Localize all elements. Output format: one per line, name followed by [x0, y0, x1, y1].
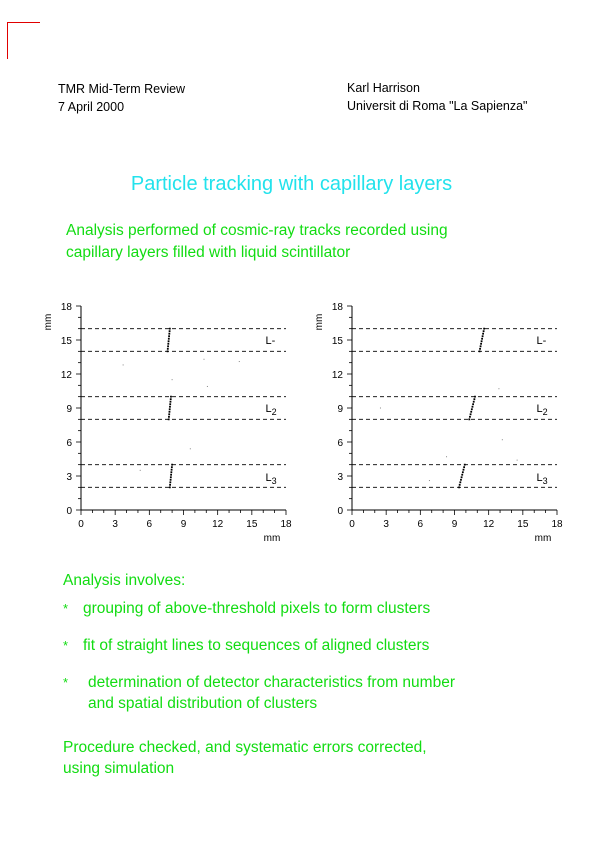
x-tick-label: 3	[112, 519, 118, 530]
track-hit	[168, 340, 170, 342]
noise-hit	[446, 456, 447, 457]
track-hit	[470, 411, 472, 413]
track-hit	[481, 338, 483, 340]
track-hit	[472, 406, 474, 408]
track-hit	[459, 481, 461, 483]
y-tick-label: 12	[331, 370, 343, 381]
track-hit	[169, 481, 171, 483]
bullet-text: grouping of above-threshold pixels to form clusters	[83, 600, 431, 617]
track-hit	[170, 398, 172, 400]
y-tick-label: 18	[60, 302, 72, 313]
track-hit	[458, 486, 460, 488]
analysis-heading: Analysis involves:	[63, 572, 186, 589]
y-tick-label: 3	[337, 472, 343, 483]
track-plots	[36, 298, 576, 548]
noise-hit	[498, 388, 499, 389]
bullet-star-icon: *	[63, 638, 69, 653]
track-hit	[483, 330, 485, 332]
track-hit	[480, 345, 482, 347]
bullet-text-continued: and spatial distribution of clusters	[88, 695, 318, 712]
track-hit	[479, 350, 481, 352]
noise-hit	[204, 359, 205, 360]
review-date: 7 April 2000	[58, 100, 125, 114]
track-hit	[472, 403, 474, 405]
track-hit	[171, 469, 173, 471]
track-hit	[481, 340, 483, 342]
track-hit	[168, 416, 170, 418]
track-hit	[474, 396, 476, 398]
track-hit	[480, 343, 482, 345]
header-left	[58, 80, 185, 116]
track-hit	[461, 474, 463, 476]
y-tick-label: 6	[66, 438, 72, 449]
track-hit	[464, 464, 466, 466]
track-hit	[483, 328, 485, 330]
layer-label: L-	[265, 335, 276, 347]
noise-hit	[502, 439, 503, 440]
review-name: TMR Mid-Term Review	[58, 82, 186, 96]
track-hit	[479, 348, 481, 350]
track-hit	[461, 476, 463, 478]
track-hit	[169, 411, 171, 413]
header-right	[347, 79, 528, 115]
intro-line-1: Analysis performed of cosmic-ray tracks recorded using	[66, 222, 448, 239]
track-hit	[469, 416, 471, 418]
bullet-item	[63, 672, 455, 714]
y-tick-label: 0	[66, 506, 72, 517]
x-tick-label: 12	[212, 519, 224, 530]
noise-hit	[123, 364, 124, 365]
y-tick-label: 3	[66, 472, 72, 483]
layer-label: $L_2$	[265, 403, 277, 417]
track-hit	[170, 401, 172, 403]
x-tick-label: 15	[246, 519, 258, 530]
noise-hit	[190, 448, 191, 449]
intro-line-2: capillary layers filled with liquid scintillator	[66, 244, 351, 261]
bullet-item	[63, 598, 455, 619]
track-hit	[482, 335, 484, 337]
noise-hit	[239, 361, 240, 362]
track-hit	[171, 466, 173, 468]
track-hit	[471, 408, 473, 410]
noise-hit	[380, 408, 381, 409]
page-title-text: Particle tracking with capillary layers	[130, 173, 453, 195]
bullet-item	[63, 635, 455, 656]
x-tick-label: 18	[280, 519, 292, 530]
x-tick-label: 6	[146, 519, 153, 530]
bullet-text: determination of detector characteristics from number	[88, 674, 455, 691]
track-hit	[170, 474, 172, 476]
track-hit	[169, 403, 171, 405]
y-tick-label: 9	[66, 404, 72, 415]
y-tick-label: 6	[337, 438, 343, 449]
track-hit	[482, 333, 484, 335]
track-hit	[169, 328, 171, 330]
track-hit	[169, 486, 171, 488]
x-tick-label: 15	[517, 519, 529, 530]
x-tick-label: 9	[451, 519, 458, 530]
analysis-section	[63, 570, 455, 779]
track-hit	[170, 471, 172, 473]
y-tick-label: 12	[60, 370, 72, 381]
corner-crop-mark	[7, 22, 40, 59]
x-tick-label: 3	[383, 519, 389, 530]
x-tick-label: 6	[417, 519, 424, 530]
bullet-text: fit of straight lines to sequences of aligned clusters	[83, 637, 430, 654]
track-hit	[167, 343, 169, 345]
noise-hit	[517, 460, 518, 461]
x-tick-label: 9	[180, 519, 187, 530]
layer-label: L-	[536, 335, 547, 347]
track-hit	[468, 418, 470, 420]
track-hit	[168, 413, 170, 415]
track-hit	[470, 413, 472, 415]
y-tick-label: 18	[331, 302, 343, 313]
closing-line-1: Procedure checked, and systematic errors corrected,	[63, 739, 427, 756]
track-hit	[463, 466, 465, 468]
bullet-star-icon: *	[63, 601, 69, 616]
x-tick-label: 0	[78, 519, 84, 530]
bullet-star-icon: *	[63, 675, 69, 690]
track-hit	[169, 484, 171, 486]
y-axis-label: mm	[43, 313, 54, 331]
track-hit	[167, 350, 169, 352]
track-hit	[169, 408, 171, 410]
intro-text	[66, 220, 448, 264]
track-hit	[460, 479, 462, 481]
layer-label: $L_3$	[265, 472, 277, 487]
track-hit	[170, 476, 172, 478]
track-hit	[169, 406, 171, 408]
y-tick-label: 0	[337, 506, 343, 517]
page-title	[0, 173, 595, 196]
author-affiliation: Universit di Roma "La Sapienza"	[347, 99, 528, 113]
x-tick-label: 0	[349, 519, 355, 530]
track-plot-1	[43, 302, 292, 544]
track-hit	[473, 398, 475, 400]
closing-text	[63, 737, 455, 779]
track-hit	[473, 401, 475, 403]
noise-hit	[172, 379, 173, 380]
track-hit	[171, 464, 173, 466]
noise-hit	[207, 386, 208, 387]
track-hit	[167, 345, 169, 347]
noise-hit	[140, 470, 141, 471]
track-hit	[168, 333, 170, 335]
author-name: Karl Harrison	[347, 81, 420, 95]
y-tick-label: 9	[337, 404, 343, 415]
y-tick-label: 15	[331, 336, 343, 347]
track-hit	[168, 335, 170, 337]
track-hit	[168, 418, 170, 420]
track-plot-2	[314, 302, 563, 544]
x-axis-label: mm	[534, 533, 552, 544]
track-hit	[167, 348, 169, 350]
track-hit	[170, 396, 172, 398]
track-hit	[169, 330, 171, 332]
x-axis-label: mm	[263, 533, 281, 544]
track-hit	[168, 338, 170, 340]
track-hit	[170, 479, 172, 481]
layer-label: $L_3$	[536, 472, 548, 487]
track-hit	[462, 471, 464, 473]
y-axis-label: mm	[314, 313, 325, 331]
noise-hit	[429, 480, 430, 481]
track-hit	[459, 484, 461, 486]
x-tick-label: 12	[483, 519, 495, 530]
track-hit	[463, 469, 465, 471]
layer-label: $L_2$	[536, 403, 548, 417]
y-tick-label: 15	[60, 336, 72, 347]
x-tick-label: 18	[551, 519, 563, 530]
closing-line-2: using simulation	[63, 760, 175, 777]
